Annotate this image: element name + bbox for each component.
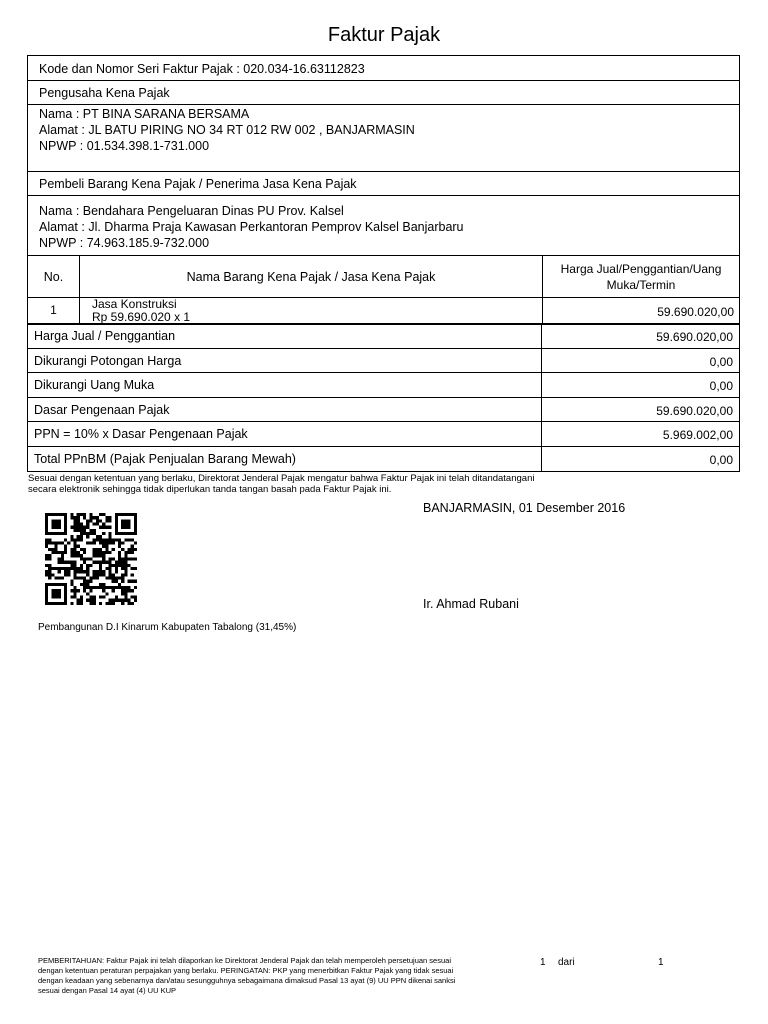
document-title: Faktur Pajak [327,24,441,46]
seller-npwp: NPWP : 01.534.398.1-731.000 [39,139,210,153]
col-header-no: No. [43,269,64,284]
serial-number-row [28,56,739,81]
buyer-npwp: NPWP : 74.963.185.9-732.000 [39,236,210,250]
buyer-details [28,196,739,256]
col-header-price [542,256,739,297]
summary-value: 0,00 [709,452,733,467]
col-header-price-line1: Harga Jual/Penggantian/Uang [560,262,722,276]
serial-number: Kode dan Nomor Seri Faktur Pajak : 020.034-16.63112823 [39,62,365,76]
item-detail: Rp 59.690.020 x 1 [92,310,191,324]
summary-value: 5.969.002,00 [662,428,733,442]
summary-value: 0,00 [709,354,733,369]
summary-row-harga-jual [28,324,739,349]
seller-address: Alamat : JL BATU PIRING NO 34 RT 012 RW 002 , BANJARMASIN [39,123,415,137]
seller-heading-row [28,81,739,105]
summary-row-dpp [28,398,739,423]
summary-value: 0,00 [709,379,733,393]
summary-label: Total PPnBM (Pajak Penjualan Barang Mewah) [34,451,296,466]
page-current: 1 [540,957,546,968]
summary-label: Dikurangi Uang Muka [34,378,155,392]
buyer-address: Alamat : Jl. Dharma Praja Kawasan Perkantoran Pemprov Kalsel Banjarbaru [39,220,464,234]
summary-table [27,323,740,472]
footer-notice-line-1: PEMBERITAHUAN: Faktur Pajak ini telah dilaporkan ke Direktorat Jenderal Pajak dan telah memperoleh persetujuan sesuai [38,956,451,965]
e-signature-note [28,473,628,495]
summary-row-uang-muka [28,373,739,398]
page-total: 1 [658,957,664,968]
summary-row-ppnbm [28,447,739,472]
item-price: 59.690.020,00 [542,298,739,324]
qr-code-icon [45,513,137,605]
item-description [79,298,542,324]
summary-label: Dasar Pengenaan Pajak [34,402,170,417]
invoice-form [27,55,740,325]
summary-label: PPN = 10% x Dasar Pengenaan Pajak [34,427,248,441]
footer-notice-line-4: sesuai dengan Pasal 14 ayat (4) UU KUP [38,986,176,995]
footer-notice [38,956,478,996]
summary-label: Harga Jual / Penggantian [34,329,176,343]
item-no: 1 [50,303,57,317]
buyer-heading: Pembeli Barang Kena Pajak / Penerima Jasa Kena Pajak [39,177,357,191]
summary-value: 59.690.020,00 [656,403,733,418]
footer-notice-line-3: dengan keadaan yang sebenarnya dan/atau sesungguhnya sebagaimana dimaksud Pasal 13 ayat (9) UU PPN dikenai sanksi [38,976,456,985]
col-header-item-name: Nama Barang Kena Pajak / Jasa Kena Pajak [79,256,542,297]
table-row [28,298,739,324]
buyer-heading-row [28,172,739,196]
project-description: Pembangunan D.I Kinarum Kabupaten Tabalong (31,45%) [38,622,297,633]
items-header-row [28,256,739,298]
seller-name: Nama : PT BINA SARANA BERSAMA [39,107,250,121]
seller-details [28,105,739,172]
summary-label: Dikurangi Potongan Harga [34,353,182,368]
signer-name: Ir. Ahmad Rubani [423,597,519,611]
note-line-1: Sesuai dengan ketentuan yang berlaku, Direktorat Jenderal Pajak mengatur bahwa Faktur Pajak ini telah ditandatangani [28,473,535,484]
buyer-name: Nama : Bendahara Pengeluaran Dinas PU Prov. Kalsel [39,204,344,218]
note-line-2: secara elektronik sehingga tidak diperlukan tanda tangan basah pada Faktur Pajak ini. [28,484,392,495]
summary-row-potongan [28,349,739,374]
summary-value: 59.690.020,00 [656,330,733,344]
col-header-price-line2: Muka/Termin [606,278,676,292]
footer-notice-line-2: dengan ketentuan peraturan perpajakan yang berlaku. PERINGATAN: PKP yang menerbitkan Faktur Pajak yang tidak sesuai [38,966,454,975]
page-separator: dari [558,957,575,968]
summary-row-ppn [28,422,739,447]
place-date: BANJARMASIN, 01 Desember 2016 [423,501,626,515]
item-name: Jasa Konstruksi [92,298,177,311]
seller-heading: Pengusaha Kena Pajak [39,86,170,100]
